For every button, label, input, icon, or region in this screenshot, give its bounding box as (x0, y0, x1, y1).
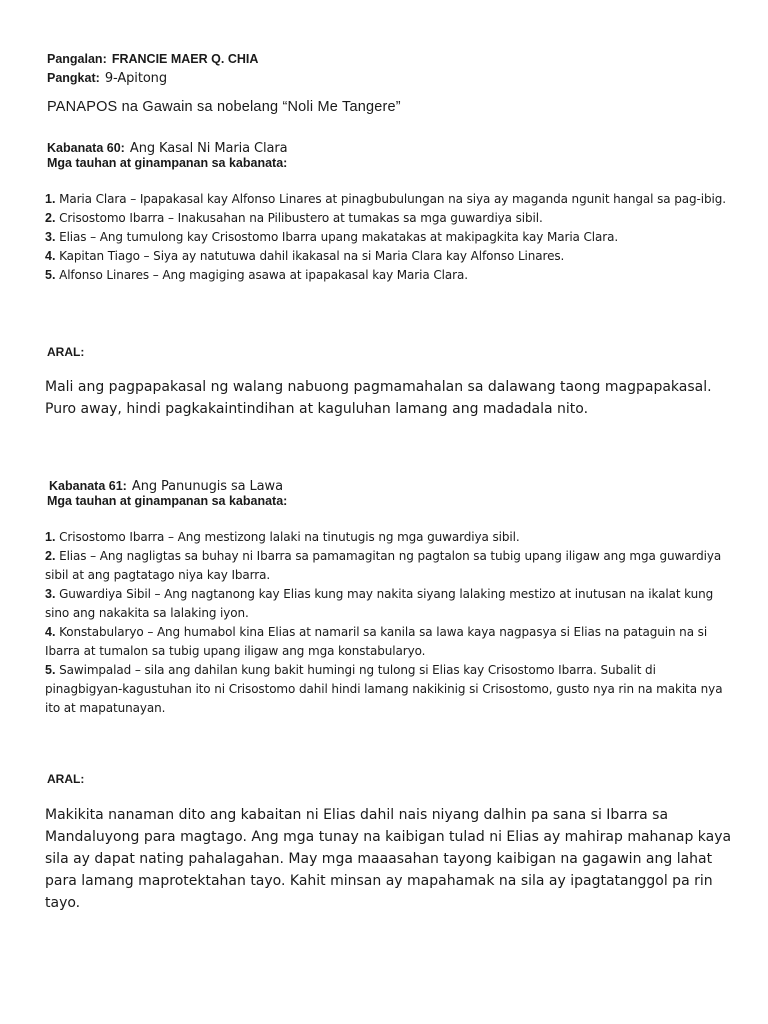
section-line (47, 67, 167, 86)
aral-text: Makikita nanaman dito ang kabaitan ni Elias dahil nais niyang dalhin pa sana si Ibarra sa Mandaluyong para magtago. Ang mga tunay na kaibigan tulad ni Elias ay mahirap mahanap kaya sila ay dapat nating pahalagahan. May mga maaasahan tayong kaibigan na gagawin ang lahat para lamang maprotektahan tayo. Kahit minsan ay mapahamak na sila ay ipagtatanggol pa rin tayo. (45, 807, 732, 911)
item-number: 5. (45, 663, 56, 677)
item-number: 1. (45, 530, 56, 544)
name-line (47, 48, 258, 67)
item-number: 2. (45, 549, 56, 563)
document-title: PANAPOS na Gawain sa nobelang “Noli Me Tangere” (47, 99, 401, 115)
chapter-60-heading (47, 137, 287, 156)
item-number: 3. (45, 230, 56, 244)
item-number: 4. (45, 625, 56, 639)
list-item (45, 623, 735, 661)
item-text: Guwardiya Sibil – Ang nagtanong kay Elias kung may nakita siyang lalaking mestizo at inutusan na ikalat kung sino ang nakakita sa lalaking iyon. (45, 587, 714, 620)
characters-heading: Mga tauhan at ginampanan sa kabanata: (47, 156, 288, 170)
chapter-label: Kabanata 60: (47, 141, 125, 155)
name-label: Pangalan: (47, 52, 107, 66)
section-value: 9-Apitong (104, 71, 167, 86)
item-number: 1. (45, 192, 56, 206)
section-label: Pangkat: (47, 71, 100, 85)
list-item (45, 528, 735, 547)
chapter-label: Kabanata 61: (49, 479, 127, 493)
aral-heading: ARAL: (47, 772, 85, 786)
aral-heading: ARAL: (47, 345, 85, 359)
list-item (45, 266, 735, 285)
character-list (45, 190, 735, 285)
list-item (45, 209, 735, 228)
character-list (45, 528, 735, 718)
item-text: Alfonso Linares – Ang magiging asawa at ipapakasal kay Maria Clara. (59, 268, 468, 282)
item-number: 4. (45, 249, 56, 263)
item-text: Elias – Ang nagligtas sa buhay ni Ibarra sa pamamagitan ng pagtalon sa tubig upang iligaw ang mga guwardiya sibil at ang pagtatago niya kay Ibarra. (45, 549, 722, 582)
characters-heading: Mga tauhan at ginampanan sa kabanata: (47, 494, 288, 508)
item-number: 3. (45, 587, 56, 601)
item-number: 2. (45, 211, 56, 225)
aral-text: Mali ang pagpapakasal ng walang nabuong pagmamahalan sa dalawang taong magpapakasal. Puro away, hindi pagkakaintindihan at kaguluhan lamang ang madadala nito. (45, 379, 712, 417)
item-text: Crisostomo Ibarra – Ang mestizong lalaki na tinutugis ng mga guwardiya sibil. (59, 530, 520, 544)
chapter-title: Ang Panunugis sa Lawa (131, 479, 283, 494)
list-item (45, 585, 735, 623)
item-number: 5. (45, 268, 56, 282)
item-text: Sawimpalad – sila ang dahilan kung bakit humingi ng tulong si Elias kay Crisostomo Ibarra. Subalit di pinagbigyan-kagustuhan ito ni Crisostomo dahil hindi lamang nakikinig si Crisostomo, gusto nya rin na makita nya ito at mapatunayan. (45, 663, 723, 715)
item-text: Elias – Ang tumulong kay Crisostomo Ibarra upang makatakas at makipagkita kay Maria Clara. (59, 230, 619, 244)
chapter-title: Ang Kasal Ni Maria Clara (129, 141, 288, 156)
name-value: FRANCIE MAER Q. CHIA (111, 52, 259, 66)
list-item (45, 190, 735, 209)
list-item (45, 228, 735, 247)
list-item (45, 247, 735, 266)
item-text: Maria Clara – Ipapakasal kay Alfonso Linares at pinagbubulungan na siya ay maganda ngunit hangal sa pag-ibig. (59, 192, 726, 206)
chapter-61-heading (49, 475, 283, 494)
item-text: Kapitan Tiago – Siya ay natutuwa dahil ikakasal na si Maria Clara kay Alfonso Linares. (59, 249, 565, 263)
item-text: Konstabularyo – Ang humabol kina Elias at namaril sa kanila sa lawa kaya nagpasya si Elias na pataguin na si Ibarra at tumalon sa tubig upang iligaw ang mga konstabularyo. (45, 625, 708, 658)
list-item (45, 661, 735, 718)
item-text: Crisostomo Ibarra – Inakusahan na Pilibustero at tumakas sa mga guwardiya sibil. (59, 211, 543, 225)
list-item (45, 547, 735, 585)
